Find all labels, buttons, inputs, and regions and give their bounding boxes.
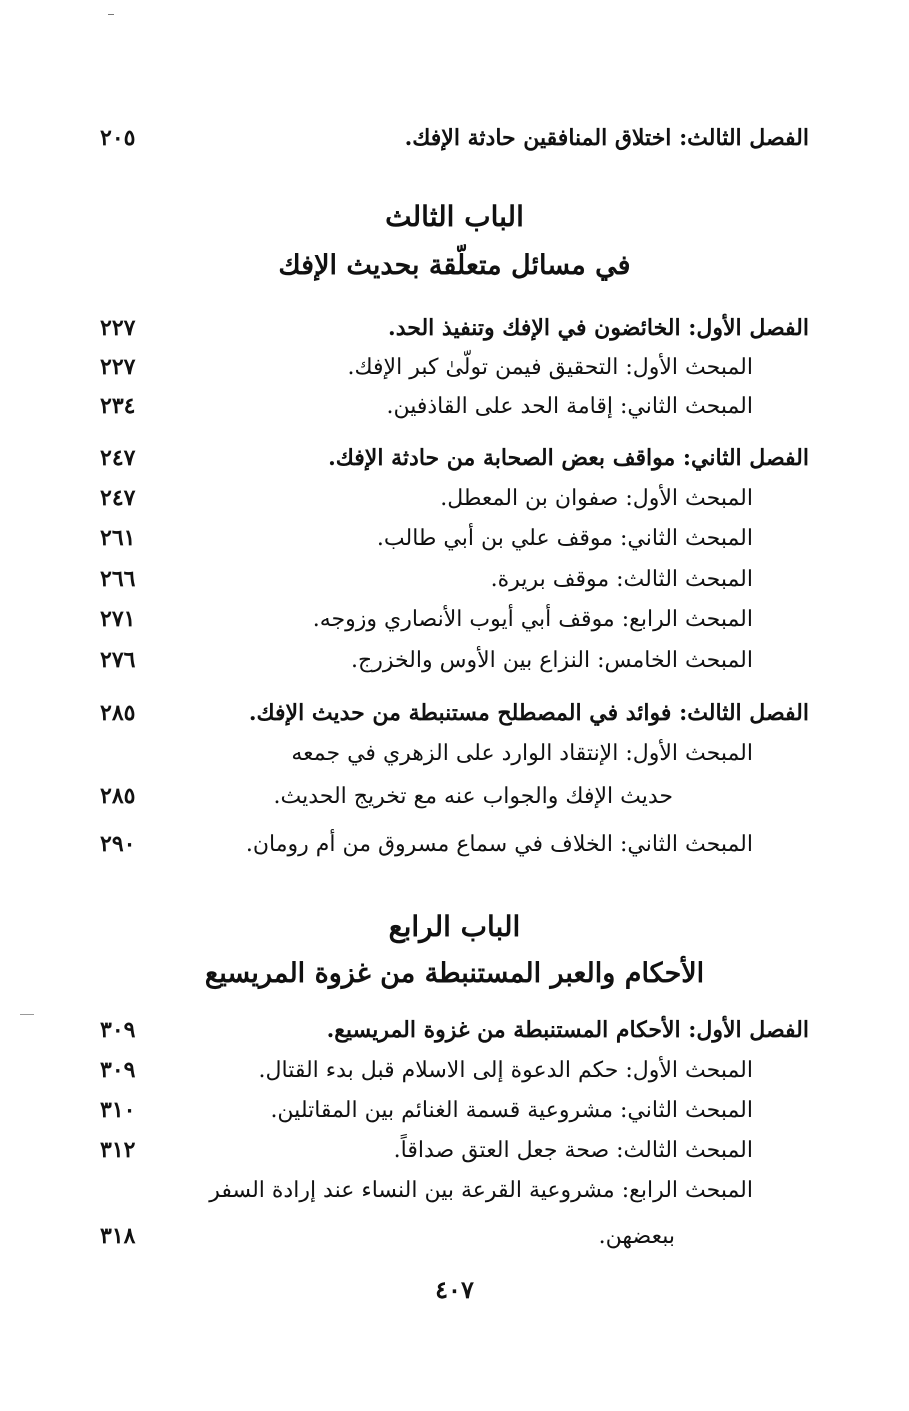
entry-page-number: ٢٩٠ (100, 831, 136, 857)
entry-title: ببعضهن. (598, 1223, 675, 1249)
entry-page-number: ٢٢٧ (100, 315, 136, 341)
part-title: الباب الثالث (385, 200, 524, 233)
entry-title: المبحث الرابع: مشروعية القرعة بين النساء عند إرادة السفر (209, 1177, 753, 1203)
entry-page-number: ٢٦٦ (100, 566, 136, 592)
entry-page-number: ٢٣٤ (100, 393, 136, 419)
toc-section-entry (100, 480, 809, 516)
entry-title: المبحث الأول: صفوان بن المعطل. (440, 485, 753, 511)
part-subtitle: الأحكام والعبر المستنبطة من غزوة المريسيع (204, 958, 705, 989)
toc-section-entry (100, 1132, 809, 1168)
entry-page-number: ٣٠٩ (100, 1017, 136, 1043)
toc-chapter-entry (100, 695, 809, 731)
entry-page-number: ٣١٢ (100, 1137, 136, 1163)
toc-section-continuation (100, 1218, 809, 1254)
entry-page-number: ٢٧١ (100, 606, 136, 632)
toc-section-entry (100, 388, 809, 424)
entry-page-number: ٢٨٥ (100, 700, 136, 726)
entry-title: المبحث الأول: حكم الدعوة إلى الاسلام قبل بدء القتال. (258, 1057, 753, 1083)
toc-chapter-entry (100, 310, 809, 346)
toc-section-continuation (100, 778, 809, 814)
toc-section-entry (100, 1092, 809, 1128)
toc-section-entry (100, 1172, 809, 1208)
scan-speck (108, 14, 114, 15)
toc-chapter-entry (100, 1012, 809, 1048)
scan-speck (20, 1014, 34, 1015)
entry-page-number: ٢٢٧ (100, 354, 136, 380)
entry-page-number: ٣١٠ (100, 1097, 136, 1123)
entry-title: الفصل الأول: الخائضون في الإفك وتنفيذ الحد. (388, 315, 809, 341)
toc-section-entry (100, 349, 809, 385)
entry-title: الفصل الثالث: اختلاق المنافقين حادثة الإفك. (404, 125, 809, 151)
entry-page-number: ٣١٨ (100, 1223, 136, 1249)
entry-title: المبحث الرابع: موقف أبي أيوب الأنصاري وزوجه. (312, 606, 753, 632)
toc-section-entry (100, 601, 809, 637)
entry-page-number: ٣٠٩ (100, 1057, 136, 1083)
entry-title: الفصل الأول: الأحكام المستنبطة من غزوة المريسيع. (326, 1017, 809, 1043)
toc-section-entry (100, 826, 809, 862)
page-number: ٤٠٧ (435, 1275, 474, 1304)
entry-title: المبحث الثاني: الخلاف في سماع مسروق من أم رومان. (245, 831, 753, 857)
part-title: الباب الرابع (388, 910, 521, 943)
entry-title: الفصل الثالث: فوائد في المصطلح مستنبطة من حديث الإفك. (248, 700, 809, 726)
entry-title: المبحث الثاني: مشروعية قسمة الغنائم بين المقاتلين. (270, 1097, 753, 1123)
entry-title: الفصل الثاني: مواقف بعض الصحابة من حادثة الإفك. (328, 445, 809, 471)
entry-title: المبحث الثاني: موقف علي بن أبي طالب. (376, 525, 753, 551)
entry-page-number: ٢٧٦ (100, 647, 136, 673)
entry-title: حديث الإفك والجواب عنه مع تخريج الحديث. (273, 783, 673, 809)
toc-section-entry (100, 520, 809, 556)
entry-page-number: ٢٠٥ (100, 125, 136, 151)
toc-section-entry (100, 1052, 809, 1088)
entry-title: المبحث الثالث: صحة جعل العتق صداقاً. (393, 1137, 753, 1163)
entry-page-number: ٢٤٧ (100, 445, 136, 471)
entry-page-number: ٢٤٧ (100, 485, 136, 511)
entry-title: المبحث الثالث: موقف بريرة. (490, 566, 753, 592)
entry-page-number: ٢٦١ (100, 525, 136, 551)
entry-page-number: ٢٨٥ (100, 783, 136, 809)
entry-title: المبحث الأول: التحقيق فيمن تولّىٰ كبر الإفك. (347, 354, 753, 380)
toc-section-entry (100, 642, 809, 678)
toc-chapter-entry (100, 440, 809, 476)
toc-chapter-entry (100, 120, 809, 156)
entry-title: المبحث الأول: الإنتقاد الوارد على الزهري في جمعه (291, 740, 753, 766)
toc-section-entry (100, 561, 809, 597)
entry-title: المبحث الثاني: إقامة الحد على القاذفين. (386, 393, 753, 419)
toc-section-entry (100, 735, 809, 771)
part-subtitle: في مسائل متعلّقة بحديث الإفك (278, 250, 631, 281)
entry-title: المبحث الخامس: النزاع بين الأوس والخزرج. (351, 647, 753, 673)
